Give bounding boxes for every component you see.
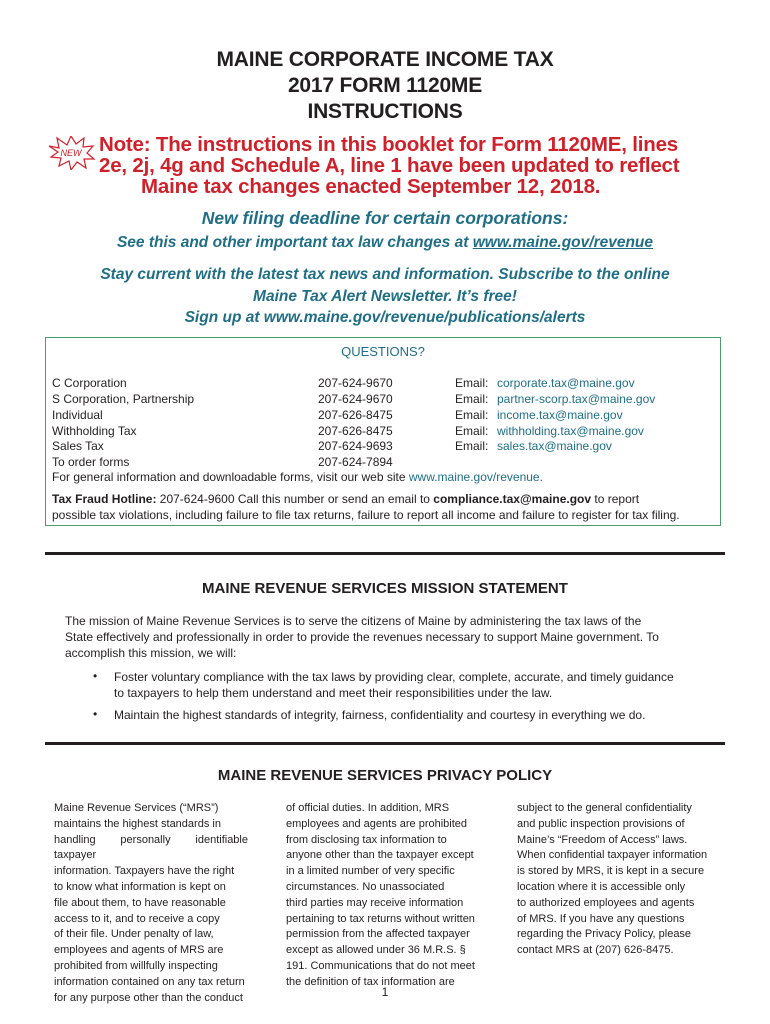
contact-label: S Corporation, Partnership: [52, 392, 195, 406]
contact-phone: 207-626-8475: [318, 408, 393, 422]
contact-email-link[interactable]: partner-scorp.tax@maine.gov: [497, 392, 656, 406]
privacy-col-2-line: circumstances. No unassociated: [286, 880, 445, 893]
privacy-col-1-line: information contained on any tax return: [54, 975, 245, 988]
page-number: 1: [381, 985, 389, 999]
privacy-col-2-line: anyone other than the taxpayer except: [286, 849, 474, 862]
deadline-heading: New filing deadline for certain corporations:: [201, 208, 569, 228]
deadline-subline: [0, 232, 770, 253]
privacy-col-2-line: except as allowed under 36 M.R.S. §: [286, 944, 466, 957]
privacy-col-1-line: of their file. Under penalty of law,: [54, 928, 214, 941]
privacy-title: MAINE REVENUE SERVICES PRIVACY POLICY: [217, 767, 553, 784]
contact-phone: 207-624-9693: [318, 439, 393, 453]
contact-email-label: Email:: [455, 376, 489, 390]
contact-phone: 207-624-9670: [318, 392, 393, 406]
contact-label: To order forms: [52, 455, 130, 469]
privacy-col-3-line: regarding the Privacy Policy, please: [517, 928, 692, 941]
starburst-icon: [49, 136, 101, 170]
contact-label: Withholding Tax: [52, 424, 137, 438]
general-info: [52, 470, 543, 486]
mission-title: MAINE REVENUE SERVICES MISSION STATEMENT: [202, 580, 568, 597]
section-divider: [45, 552, 725, 555]
privacy-col-3-line: and public inspection provisions of: [517, 817, 685, 830]
newsletter-signup-link[interactable]: Sign up at www.maine.gov/revenue/publications/alerts: [184, 309, 586, 326]
section-divider: [45, 742, 725, 745]
bullet-icon: •: [93, 707, 98, 721]
mission-bullet-2: Maintain the highest standards of integrity, fairness, confidentiality and courtesy in everything we do.: [114, 708, 646, 722]
mission-bullet-1-line-1: Foster voluntary compliance with the tax laws by providing clear, complete, accurate, and timely guidance: [114, 670, 674, 684]
privacy-col-3-line: of MRS. If you have any questions: [517, 912, 685, 925]
new-badge: [49, 136, 101, 170]
privacy-column-2: [286, 801, 480, 991]
privacy-col-2-line: 191. Communications that do not meet: [286, 959, 475, 972]
privacy-col-3-line: is stored by MRS, it is kept in a secure: [517, 865, 705, 878]
mission-paragraph-line-3: accomplish this mission, we will:: [65, 646, 237, 660]
privacy-col-1-line: file about them, to have reasonable: [54, 896, 226, 909]
privacy-col-2-line: from disclosing tax information to: [286, 833, 447, 846]
privacy-col-1-line: access to it, and to receive a copy: [54, 912, 220, 925]
note-line-1: Note: The instructions in this booklet for Form 1120ME, lines: [99, 133, 678, 156]
privacy-col-3-line: contact MRS at (207) 626-8475.: [517, 944, 674, 957]
compliance-email-link[interactable]: compliance.tax@maine.gov: [433, 492, 592, 506]
fraud-hotline-label: Tax Fraud Hotline:: [52, 492, 157, 506]
privacy-col-2-line: permission from the affected taxpayer: [286, 928, 470, 941]
contact-label: C Corporation: [52, 376, 127, 390]
contact-email-link[interactable]: sales.tax@maine.gov: [497, 439, 612, 453]
mission-paragraph-line-1: The mission of Maine Revenue Services is to serve the citizens of Maine by administering the tax laws of the: [65, 614, 642, 628]
contact-label: Individual: [52, 408, 103, 422]
privacy-col-3-line: When confidential taxpayer information: [517, 849, 708, 862]
privacy-col-2-line: third parties may receive information: [286, 896, 464, 909]
fraud-hotline-text: 207-624-9600 Call this number or send an email to: [156, 492, 434, 506]
newsletter-line-1: Stay current with the latest tax news and information. Subscribe to the online: [100, 266, 670, 283]
privacy-col-2-line: in a limited number of very specific: [286, 865, 455, 878]
mission-paragraph-line-2: State effectively and professionally in order to provide the revenues necessary to support Maine government. To: [65, 630, 659, 644]
deadline-subline-text: See this and other important tax law changes at: [116, 234, 473, 251]
privacy-column-1: [54, 801, 248, 1006]
contact-phone: 207-624-9670: [318, 376, 393, 390]
newsletter-line-2: Maine Tax Alert Newsletter. It’s free!: [253, 288, 517, 305]
fraud-hotline: [52, 492, 639, 508]
title-line-1: MAINE CORPORATE INCOME TAX: [216, 48, 554, 71]
fraud-hotline-line-2: possible tax violations, including failure to file tax returns, failure to report all income and failure to register for tax filing.: [52, 508, 680, 522]
contact-email-label: Email:: [455, 424, 489, 438]
privacy-col-2-line: employees and agents are prohibited: [286, 817, 468, 830]
title-line-3: INSTRUCTIONS: [307, 100, 463, 123]
privacy-col-1-line: employees and agents of MRS are: [54, 944, 224, 957]
contact-email-link[interactable]: withholding.tax@maine.gov: [497, 424, 644, 438]
revenue-website-link[interactable]: www.maine.gov/revenue: [472, 234, 654, 251]
contact-email-label: Email:: [455, 439, 489, 453]
privacy-col-1-line: maintains the highest standards in: [54, 817, 221, 830]
privacy-col-1-line: handling personally identifiable taxpayer: [54, 833, 248, 862]
mission-bullet-1-line-2: to taxpayers to help them understand and meet their responsibilities under the law.: [114, 686, 553, 700]
privacy-col-1-line: prohibited from willfully inspecting: [54, 959, 218, 972]
fraud-hotline-text-end: to report: [591, 492, 640, 506]
privacy-col-2-line: the definition of tax information are: [286, 975, 455, 988]
privacy-col-1-line: Maine Revenue Services (“MRS”): [54, 802, 219, 814]
contact-phone: 207-626-8475: [318, 424, 393, 438]
new-badge-text: NEW: [60, 148, 82, 158]
general-info-link[interactable]: www.maine.gov/revenue.: [408, 470, 543, 484]
contact-email-label: Email:: [455, 392, 489, 406]
contact-label: Sales Tax: [52, 439, 104, 453]
privacy-col-1-line: to know what information is kept on: [54, 880, 226, 893]
privacy-col-1-line: for any purpose other than the conduct: [54, 991, 243, 1004]
bullet-icon: •: [93, 669, 98, 683]
contact-phone: 207-624-7894: [318, 455, 393, 469]
note-line-2: 2e, 2j, 4g and Schedule A, line 1 have been updated to reflect: [99, 154, 680, 177]
privacy-col-3-line: location where it is accessible only: [517, 880, 686, 893]
general-info-text: For general information and downloadable forms, visit our web site: [52, 470, 409, 484]
privacy-col-3-line: to authorized employees and agents: [517, 896, 695, 909]
privacy-col-3-line: Maine’s “Freedom of Access” laws.: [517, 833, 688, 846]
privacy-col-2-line: of official duties. In addition, MRS: [286, 802, 450, 814]
privacy-col-2-line: pertaining to tax returns without written: [286, 912, 475, 925]
privacy-col-1-line: information. Taxpayers have the right: [54, 865, 235, 878]
privacy-col-3-line: subject to the general confidentiality: [517, 802, 692, 814]
contact-email-label: Email:: [455, 408, 489, 422]
questions-title: QUESTIONS?: [341, 344, 425, 359]
contact-email-link[interactable]: income.tax@maine.gov: [497, 408, 623, 422]
title-line-2: 2017 FORM 1120ME: [287, 74, 483, 97]
privacy-column-3: [517, 801, 713, 959]
note-line-3: Maine tax changes enacted September 12, 2018.: [141, 175, 601, 198]
contact-email-link[interactable]: corporate.tax@maine.gov: [497, 376, 635, 390]
